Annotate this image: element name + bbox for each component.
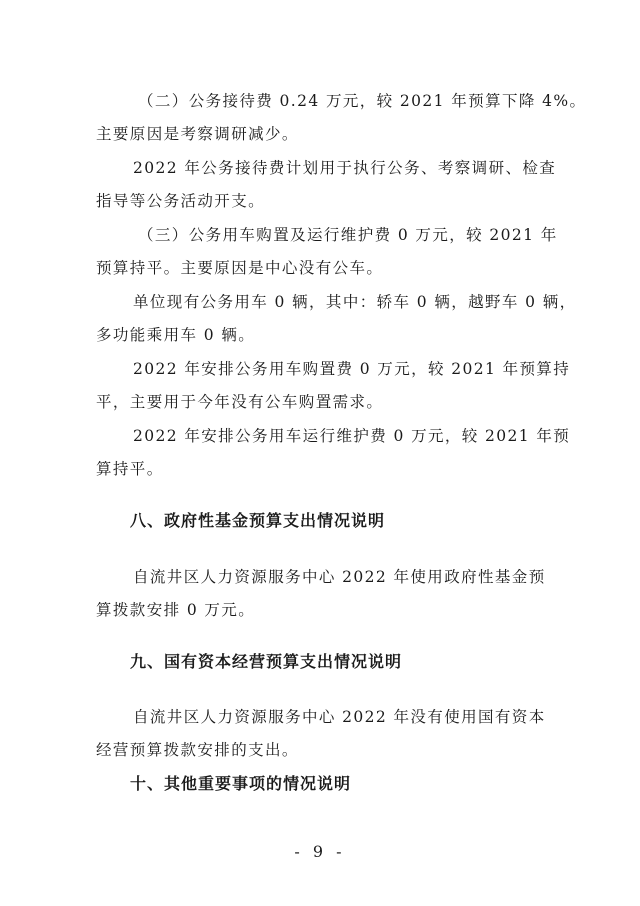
reception-fee-line-2: 主要原因是考察调研减少。 [96, 125, 299, 143]
vehicle-purchase-line-1: 2022 年安排公务用车购置费 0 万元，较 2021 年预算持 [133, 360, 571, 378]
reception-fee-line-1: （二）公务接待费 0.24 万元，较 2021 年预算下降 4%。 [138, 92, 587, 110]
reception-plan-line-2: 指导等公务活动开支。 [96, 192, 266, 210]
reception-plan-line-1: 2022 年公务接待费计划用于执行公务、考察调研、检查 [133, 159, 557, 177]
vehicle-owned-line-1: 单位现有公务用车 0 辆，其中：轿车 0 辆，越野车 0 辆， [133, 293, 577, 311]
fund-budget-body-line-1: 自流井区人力资源服务中心 2022 年使用政府性基金预 [133, 568, 546, 586]
vehicle-maintenance-line-1: 2022 年安排公务用车运行维护费 0 万元，较 2021 年预 [133, 427, 571, 445]
fund-budget-body-line-2: 算拨款安排 0 万元。 [96, 601, 256, 619]
other-matters-heading: 十、其他重要事项的情况说明 [130, 774, 352, 793]
vehicle-fee-line-1: （三）公务用车购置及运行维护费 0 万元，较 2021 年 [138, 226, 558, 244]
vehicle-fee-line-2: 预算持平。主要原因是中心没有公车。 [96, 259, 384, 277]
state-capital-body-line-2: 经营预算拨款安排的支出。 [96, 741, 299, 759]
vehicle-owned-line-2: 多功能乘用车 0 辆。 [96, 326, 256, 344]
state-capital-body-line-1: 自流井区人力资源服务中心 2022 年没有使用国有资本 [133, 708, 546, 726]
state-capital-heading: 九、国有资本经营预算支出情况说明 [130, 652, 403, 671]
page-number: - 9 - [294, 842, 346, 861]
vehicle-maintenance-line-2: 算持平。 [96, 460, 164, 478]
vehicle-purchase-line-2: 平，主要用于今年没有公车购置需求。 [96, 393, 384, 411]
fund-budget-heading: 八、政府性基金预算支出情况说明 [130, 511, 386, 530]
